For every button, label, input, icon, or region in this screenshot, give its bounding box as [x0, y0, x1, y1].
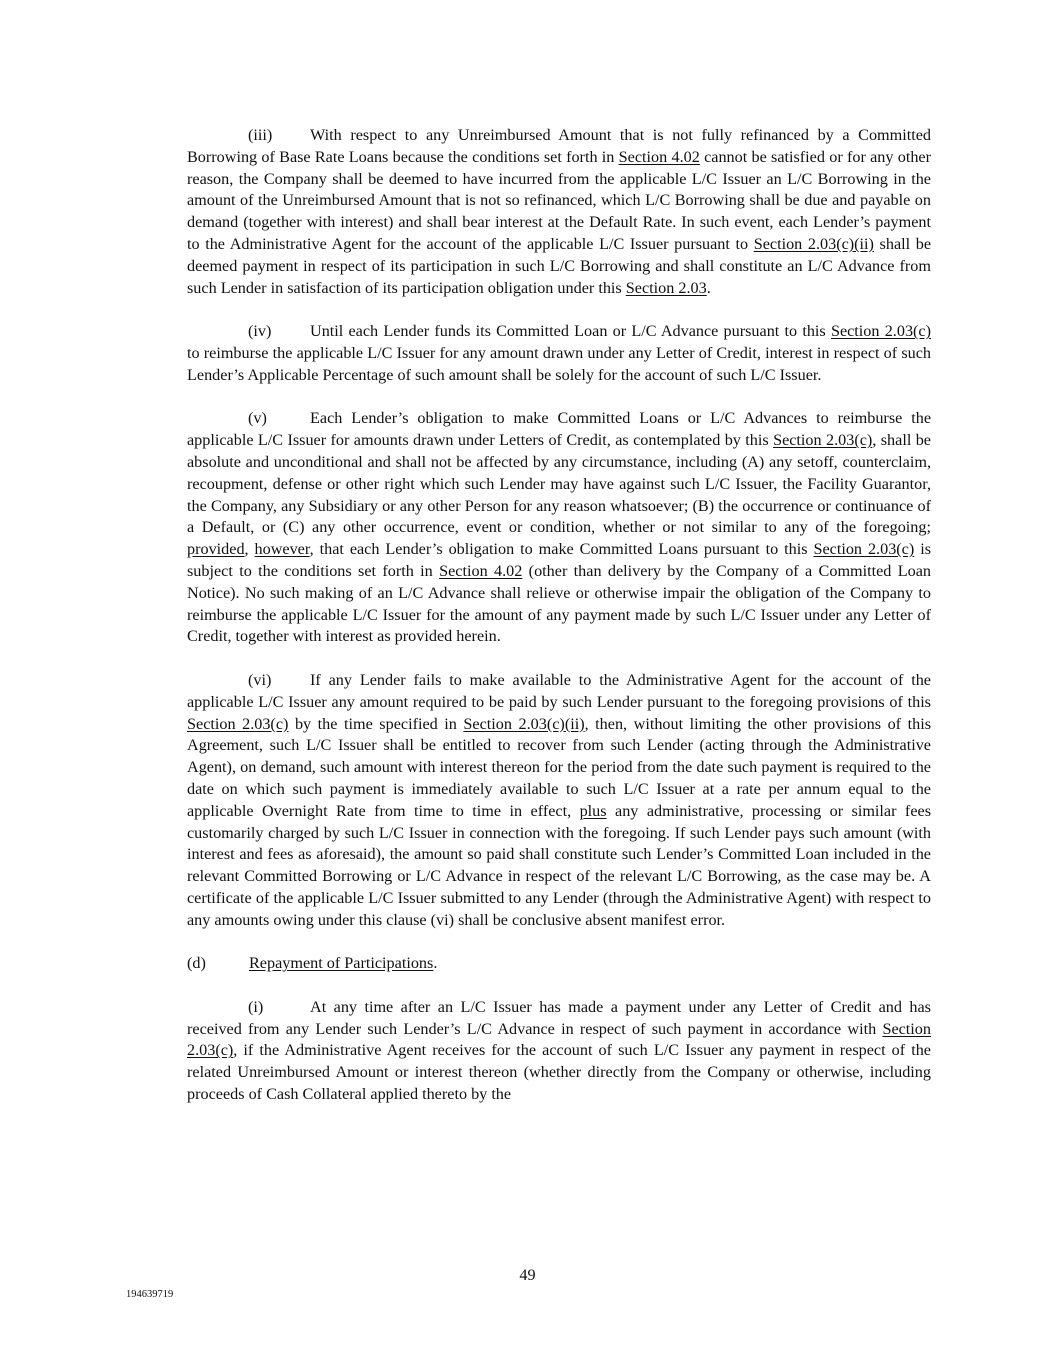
- paragraph-number: (iv): [248, 322, 272, 341]
- proviso-term: however: [254, 540, 310, 559]
- section-reference: Section 4.02: [439, 561, 523, 580]
- paragraph-iii: (iii) With respect to any Unreimbursed Amount that is not fully refinanced by a Committed Borrowing of Base Rate Loans because the conditions set forth in Section 4.02 cannot be satisfied or for any other reason, the Company shall be deemed to have incurred from the applicable L/C Issuer an L/C Borrowing in the amount of the Unreimbursed Amount that is not so refinanced, which L/C Borrowing shall be due and payable on demand (together with interest) and shall bear interest at the Default Rate. In such event, each Lender’s payment to the Administrative Agent for the account of the applicable L/C Issuer pursuant to Section 2.03(c)(ii) shall be deemed payment in respect of its participation in such L/C Borrowing and shall constitute an L/C Advance from such Lender in satisfaction of its participation obligation under this Section 2.03.: [187, 126, 932, 297]
- paragraph-iv: (iv) Until each Lender funds its Committed Loan or L/C Advance pursuant to this Section 2.03(c) to reimburse the applicable L/C Issuer for any amount drawn under any Letter of Credit, interest in respect of such Lender’s Applicable Percentage of such amount shall be solely for the account of such L/C Issuer.: [187, 322, 931, 384]
- page-number: 49: [519, 1266, 536, 1284]
- paragraph-vi: (vi) If any Lender fails to make available to the Administrative Agent for the account of the applicable L/C Issuer any amount required to be paid by such Lender pursuant to the foregoing provisions of this Section 2.03(c) by the time specified in Section 2.03(c)(ii), then, without limiting the other provisions of this Agreement, such L/C Issuer shall be entitled to recover from such Lender (acting through the Administrative Agent), on demand, such amount with interest thereon for the period from the date such payment is required to the date on which such payment is immediately available to such L/C Issuer at a rate per annum equal to the applicable Overnight Rate from time to time in effect, plus any administrative, processing or similar fees customarily charged by such L/C Issuer in connection with the foregoing. If such Lender pays such amount (with interest and fees as aforesaid), the amount so paid shall constitute such Lender’s Committed Loan included in the relevant Committed Borrowing or L/C Advance in respect of the relevant L/C Borrowing, as the case may be. A certificate of the applicable L/C Issuer submitted to any Lender (through the Administrative Agent) with respect to any amounts owing under this clause (vi) shall be conclusive absent manifest error.: [187, 670, 931, 929]
- paragraph-number: (i): [248, 997, 264, 1016]
- paragraph-i: (i) At any time after an L/C Issuer has made a payment under any Letter of Credit and has received from any Lender such Lender’s L/C Advance in respect of such payment in accordance with Section 2.03(c), if the Administrative Agent receives for the account of such L/C Issuer any payment in respect of the related Unreimbursed Amount or interest thereon (whether directly from the Company or otherwise, including proceeds of Cash Collateral applied thereto by the: [187, 997, 931, 1104]
- section-reference: Section 2.03(c): [187, 714, 289, 733]
- section-reference: Section 4.02: [618, 147, 700, 166]
- section-reference: Section 2.03(c): [187, 1019, 931, 1060]
- section-heading-d: (d) Repayment of Participations.: [187, 953, 931, 975]
- paragraph-number: (vi): [248, 670, 272, 689]
- paragraph-v: (v) Each Lender’s obligation to make Committed Loans or L/C Advances to reimburse the applicable L/C Issuer for amounts drawn under Letters of Credit, as contemplated by this Section 2.03(c), shall be absolute and unconditional and shall not be affected by any circumstance, including (A) any setoff, counterclaim, recoupment, defense or other right which such Lender may have against such L/C Issuer, the Facility Guarantor, the Company, any Subsidiary or any other Person for any reason whatsoever; (B) the occurrence or continuance of a Default, or (C) any other occurrence, event or condition, whether or not similar to any of the foregoing; provided, however, that each Lender’s obligation to make Committed Loans pursuant to this Section 2.03(c) is subject to the conditions set forth in Section 4.02 (other than delivery by the Company of a Committed Loan Notice). No such making of an L/C Advance shall relieve or otherwise impair the obligation of the Company to reimburse the applicable L/C Issuer for the amount of any payment made by such L/C Issuer under any Letter of Credit, together with interest as provided herein.: [187, 409, 932, 646]
- document-body: [187, 125, 931, 1128]
- section-title: Repayment of Participations: [249, 954, 434, 973]
- section-reference: Section 2.03(c)(ii): [463, 714, 585, 733]
- proviso-term: provided: [187, 540, 245, 559]
- section-reference: Section 2.03(c): [813, 540, 915, 559]
- emphasis-term: plus: [579, 801, 607, 820]
- paragraph-number: (iii): [248, 126, 273, 144]
- section-reference: Section 2.03(c): [773, 431, 873, 450]
- paragraph-number: (v): [248, 409, 267, 428]
- section-number: (d): [187, 954, 206, 973]
- document-id: 194639719: [126, 1289, 174, 1300]
- section-reference: Section 2.03: [625, 278, 707, 297]
- section-reference: Section 2.03(c): [830, 322, 931, 341]
- section-reference: Section 2.03(c)(ii): [753, 234, 874, 253]
